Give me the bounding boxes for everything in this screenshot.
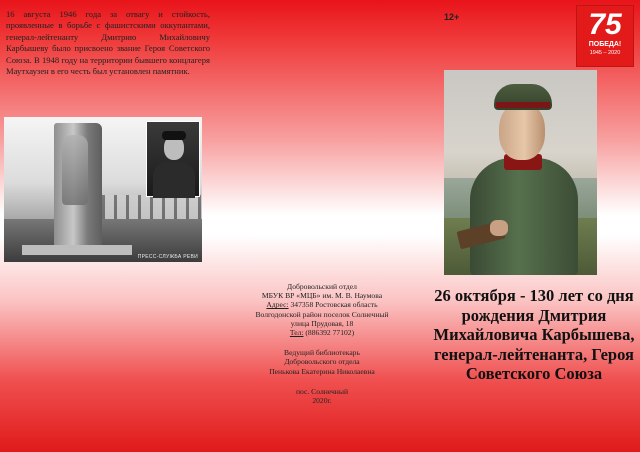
author-line: Пенькова Екатерина Николаевна	[269, 366, 375, 376]
victory-75-logo	[576, 5, 634, 67]
bio-paragraph: 16 августа 1946 года за отвагу и стойкость, проявленные в борьбе с фашистскими оккупантами, генерал-лейтенанту Дмитрию Михайловичу Карбышеву было присвоено звание Героя Советского Союза. В 1948 году на территории бывшего концлагеря Маутхаузен в его честь был установлен памятник.	[6, 9, 210, 77]
author-line: Добровольского отдела	[284, 357, 360, 367]
page-title: 26 октября - 130 лет со дня рождения Дмитрия Михайловича Карбышева, генерал-лейтенанта, Героя Советского Союза	[433, 286, 635, 383]
portrait-hand	[490, 220, 508, 236]
memorial-photo	[4, 117, 202, 262]
logo-years: 1945 – 2020	[589, 50, 621, 56]
portrait-cap-band	[496, 102, 550, 108]
portrait-head	[499, 102, 545, 160]
photo-caption: ПРЕСС-СЛУЖБА РЕВИ	[137, 254, 198, 260]
phone-text: (886392 77102)	[303, 328, 355, 338]
age-rating-badge: 12+	[444, 12, 460, 22]
author-line: Ведущий библиотекарь	[284, 348, 360, 358]
portrait-inset-body	[153, 162, 195, 198]
address-text: 347358 Ростовская область	[288, 300, 378, 310]
phone-label: Тел:	[289, 328, 304, 338]
org-line: МБУК ВР «МЦБ» им. М. В. Наумова	[261, 291, 383, 301]
contact-block	[232, 282, 412, 405]
address-label: Адрес:	[266, 300, 289, 310]
org-line: Добровольский отдел	[287, 282, 357, 291]
place-line: пос. Солнечный	[295, 386, 349, 396]
address-line: Волгодонской район поселок Солнечный	[255, 309, 389, 319]
photo-fence	[102, 195, 202, 219]
logo-number: 75	[588, 8, 622, 41]
address-line: улица Прудовая, 18	[290, 318, 354, 328]
portrait-tunic	[470, 158, 578, 275]
monument-platform	[22, 245, 132, 255]
portrait-inset	[146, 121, 200, 197]
phone-line	[232, 328, 412, 337]
monument-figure	[62, 135, 88, 205]
address-line	[232, 300, 412, 309]
portrait-inset-cap	[162, 131, 186, 140]
logo-word: ПОБЕДА!	[588, 41, 622, 48]
year-line: 2020г.	[312, 396, 332, 406]
karbyshev-portrait	[444, 70, 597, 275]
